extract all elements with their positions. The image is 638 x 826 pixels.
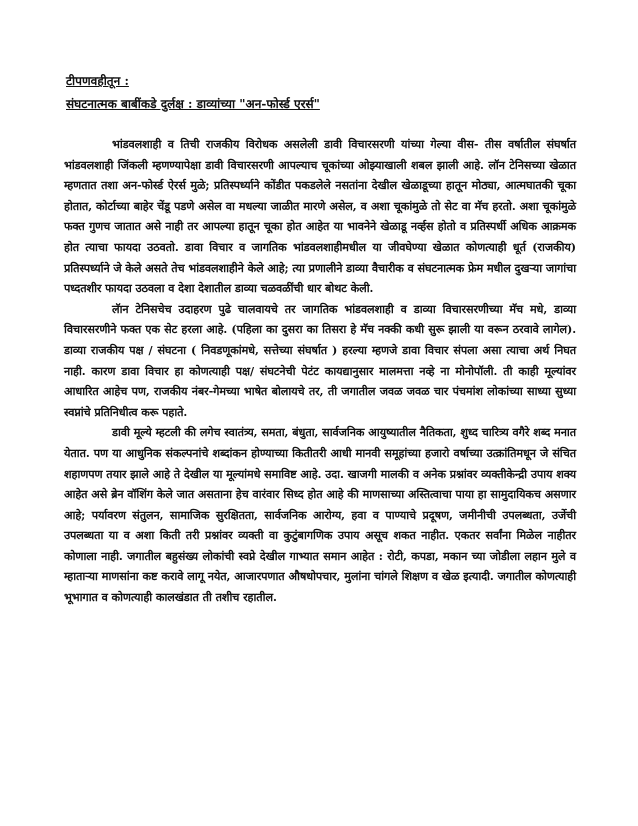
- paragraph-1: भांडवलशाही व तिची राजकीय विरोधक असलेली डावी विचारसरणी यांच्या गेल्या वीस- तीस वर्षातील संघर्षात भांडवलशाही जिंकली म्हणण्यापेक्षा डावी विचारसरणी आपल्याच चूकांच्या ओझ्याखाली शबल झाली आहे. लॉन टेनिसच्या खेळात म्हणतात तशा अन-फोर्स्ड ऐरर्स मुळे; प्रतिस्पर्ध्याने कोंडीत पकडलेले नसतांना देखील खेळाडूच्या हातून मोठ्या, आत्मघातकी चूका होतात, कोर्टाच्या बाहेर चेंडू पडणे असेल वा मधल्या जाळीत मारणे असेल, व अशा चूकांमुळे तो सेट वा मॅच हरतो. अशा चूकांमुळे फक्त गुणच जातात असे नाही तर आपल्या हातून चूका होत आहेत या भावनेने खेळाडू नर्व्हस होतो व प्रतिस्पर्धी अधिक आक्रमक होत त्याचा फायदा उठवतो. डावा विचार व जागतिक भांडवलशाहीमधील या जीवघेण्या खेळात कोणत्याही धूर्त (राजकीय) प्रतिस्पर्ध्याने जे केले असते तेच भांडवलशाहीने केले आहे; त्या प्रणालीने डाव्या वैचारीक व संघटनात्मक फ्रेम मधील दुखऱ्या जागांचा पध्दतशीर फायदा उठवला व देशा देशातील डाव्या चळवळींची धार बोथट केली.: [64, 137, 576, 296]
- article-title: संघटनात्मक बाबींकडे दुर्लक्ष : डाव्यांच्या "अन-फोर्स्ड एरर्स": [66, 97, 320, 111]
- paragraph-3: डावी मूल्ये म्हटली की लगेच स्वातंत्र्य, समता, बंधुता, सार्वजनिक आयुष्यातील नैतिकता, शुध्द चारित्र्य वगैरे शब्द मनात येतात. पण या आधुनिक संकल्पनांचे शब्दांकन होण्याच्या कितीतरी आधी मानवी समूहांच्या हजारो वर्षाच्या उत्क्रांतिमधून जे संचित शहाणपण तयार झाले आहे ते देखील या मूल्यांमधे समाविष्ट आहे. उदा. खाजगी मालकी व अनेक प्रश्नांवर व्यक्तीकेन्द्री उपाय शक्य आहेत असे ब्रेन वॉशिंग केले जात असताना हेच वारंवार सिध्द होत आहे की माणसाच्या अस्तित्वाचा पाया हा सामुदायिकच असणार आहे; पर्यावरण संतुलन, सामाजिक सुरक्षितता, सार्वजनिक आरोग्य, हवा व पाण्याचे प्रदूषण, जमीनीची उपलब्धता, उर्जेची उपलब्धता या व अशा किती तरी प्रश्नांवर व्यक्ती वा कुटुंबागणिक उपाय असूच शकत नाहीत. एकतर सर्वांना मिळेल नाहीतर कोणाला नाही. जगातील बहुसंख्य लोकांची स्वप्ने देखील गाभ्यात समान आहेत : रोटी, कपडा, मकान च्या जोडीला लहान मुले व म्हाताऱ्या माणसांना कष्ट करावे लागू नयेत, आजारपणात औषधोपचार, मुलांना चांगले शिक्षण व खेळ इत्यादी. जगातील कोणत्याही भूभागात व कोणत्याही कालखंडात ती तशीच रहातील.: [64, 425, 576, 605]
- paragraph-2: लॅान टेनिसचेच उदाहरण पुढे चालवायचे तर जागतिक भांडवलशाही व डाव्या विचारसरणीच्या मॅच मधे, डाव्या विचारसरणीने फक्त एक सेट हरला आहे. (पहिला का दुसरा का तिसरा हे मॅच नक्की कधी सुरू झाली या वरून ठरवावे लागेल). डाव्या राजकीय पक्ष / संघटना ( निवडणूकांमधे, सत्तेच्या संघर्षात ) हरल्या म्हणजे डावा विचार संपला असा त्याचा अर्थ निघत नाही. कारण डावा विचार हा कोणत्याही पक्ष/ संघटनेची पेटंट कायद्यानुसार मालमत्ता नव्हे ना मोनोपॉली. ती काही मूल्यांवर आधारित आहेच पण, राजकीय नंबर-गेमच्या भाषेत बोलायचे तर, ती जगातील जवळ जवळ चार पंचमांश लोकांच्या साध्या सुध्या स्वप्नांचे प्रतिनिधीत्व करू पहाते.: [64, 301, 576, 419]
- notebook-heading: टीपणवहीतून :: [66, 74, 129, 88]
- article-body: [64, 134, 576, 608]
